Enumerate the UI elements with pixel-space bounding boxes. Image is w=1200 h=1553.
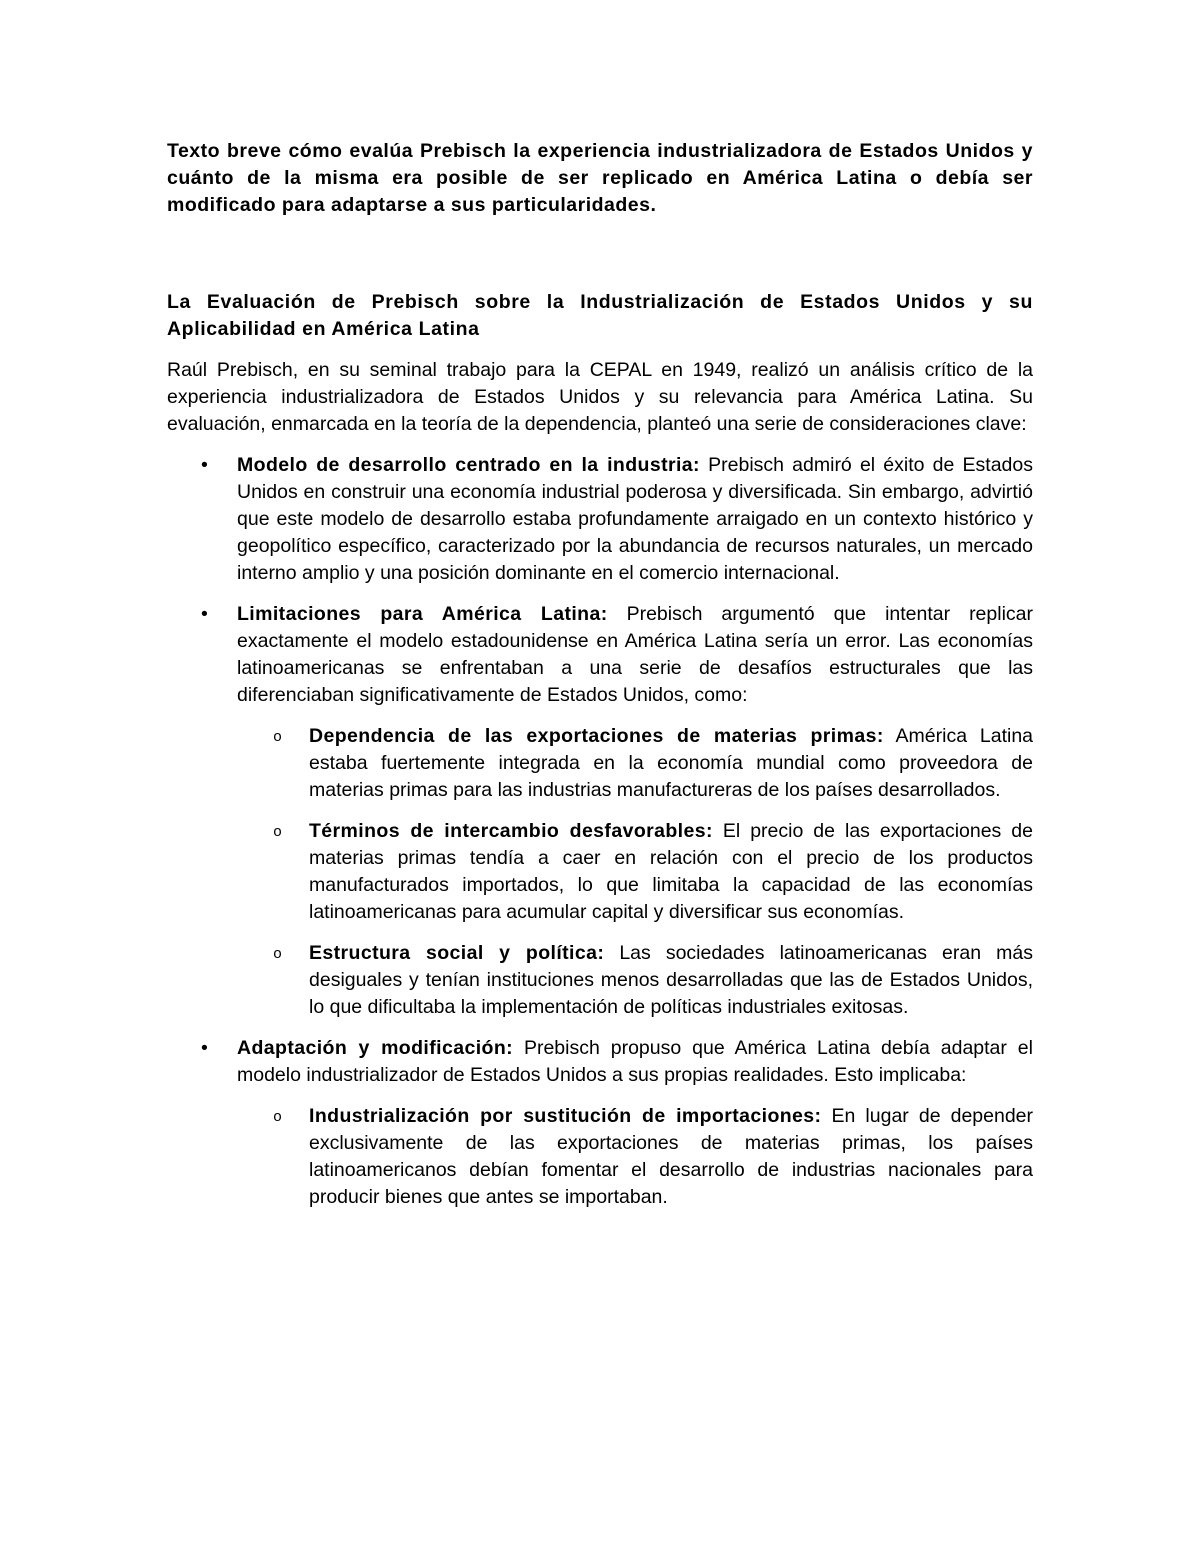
list-item-text [237,601,1033,709]
assignment-prompt: Texto breve cómo evalúa Prebisch la experiencia industrializadora de Estados Unidos y cuánto de la misma era posible de ser replicado en América Latina o debía ser modificado para adaptarse a sus particularidades. [167,140,1033,216]
list-item-body: Prebisch propuso que América Latina debía adaptar el modelo industrializador de Estados Unidos a sus propias realidades. Esto implicaba: [237,1037,1033,1086]
sub-item-body: En lugar de depender exclusivamente de las exportaciones de materias primas, los países latinoamericanos debían fomentar el desarrollo de industrias nacionales para producir bienes que antes se importaban. [309,1105,1034,1208]
sub-item-title: Dependencia de las exportaciones de materias primas: [309,725,884,747]
circle-bullet-icon: o [273,946,283,963]
list-item-text [237,1035,1033,1089]
sub-list-item [237,818,1033,926]
sub-item-text [309,818,1033,926]
list-item-title: Adaptación y modificación: [237,1037,514,1059]
document-page [167,138,1033,1225]
sub-list-item [237,940,1033,1021]
sub-item-body: El precio de las exportaciones de materias primas tendía a caer en relación con el precio de los productos manufacturados importados, lo que limitaba la capacidad de las economías latinoamericanas para acumular capital y diversificar sus economías. [309,820,1033,923]
circle-bullet-icon: o [273,1109,283,1126]
sub-item-text [309,940,1033,1021]
sub-list [237,1103,1033,1211]
sub-list [237,723,1033,1021]
bullet-icon: • [201,1037,208,1059]
bullet-icon: • [201,603,208,625]
circle-bullet-icon: o [273,729,283,746]
sub-item-title: Términos de intercambio desfavorables: [309,820,713,842]
bullet-icon: • [201,454,208,476]
list-item-body: Prebisch argumentó que intentar replicar exactamente el modelo estadounidense en América Latina sería un error. Las economías latinoamericanas se enfrentaban a una serie de desafíos estructurales que las diferenciaban significativamente de Estados Unidos, como: [237,603,1034,706]
intro-paragraph: Raúl Prebisch, en su seminal trabajo para la CEPAL en 1949, realizó un análisis crítico de la experiencia industrializadora de Estados Unidos y su relevancia para América Latina. Su evaluación, enmarcada en la teoría de la dependencia, planteó una serie de consideraciones clave: [167,359,1033,435]
list-item-title: Limitaciones para América Latina: [237,603,608,625]
sub-item-title: Estructura social y política: [309,942,605,964]
sub-item-body: Las sociedades latinoamericanas eran más desiguales y tenían instituciones menos desarrolladas que las de Estados Unidos, lo que dificultaba la implementación de políticas industriales exitosas. [309,942,1034,1018]
list-item [167,452,1033,587]
list-item-body: Prebisch admiró el éxito de Estados Unidos en construir una economía industrial poderosa y diversificada. Sin embargo, advirtió que este modelo de desarrollo estaba profundamente arraigado en un contexto histórico y geopolítico específico, caracterizado por la abundancia de recursos naturales, un mercado interno amplio y una posición dominante en el comercio internacional. [237,454,1034,584]
circle-bullet-icon: o [273,824,283,841]
sub-item-body: América Latina estaba fuertemente integrada en la economía mundial como proveedora de materias primas para las industrias manufactureras de los países desarrollados. [309,725,1034,801]
bullet-list [167,452,1033,1211]
sub-item-text [309,1103,1033,1211]
sub-item-title: Industrialización por sustitución de importaciones: [309,1105,822,1127]
list-item-text [237,452,1033,587]
sub-item-text [309,723,1033,804]
sub-list-item [237,723,1033,804]
essay-heading: La Evaluación de Prebisch sobre la Industrialización de Estados Unidos y su Aplicabilidad en América Latina [167,291,1033,340]
list-item [167,601,1033,1021]
sub-list-item [237,1103,1033,1211]
list-item [167,1035,1033,1211]
list-item-title: Modelo de desarrollo centrado en la industria: [237,454,700,476]
